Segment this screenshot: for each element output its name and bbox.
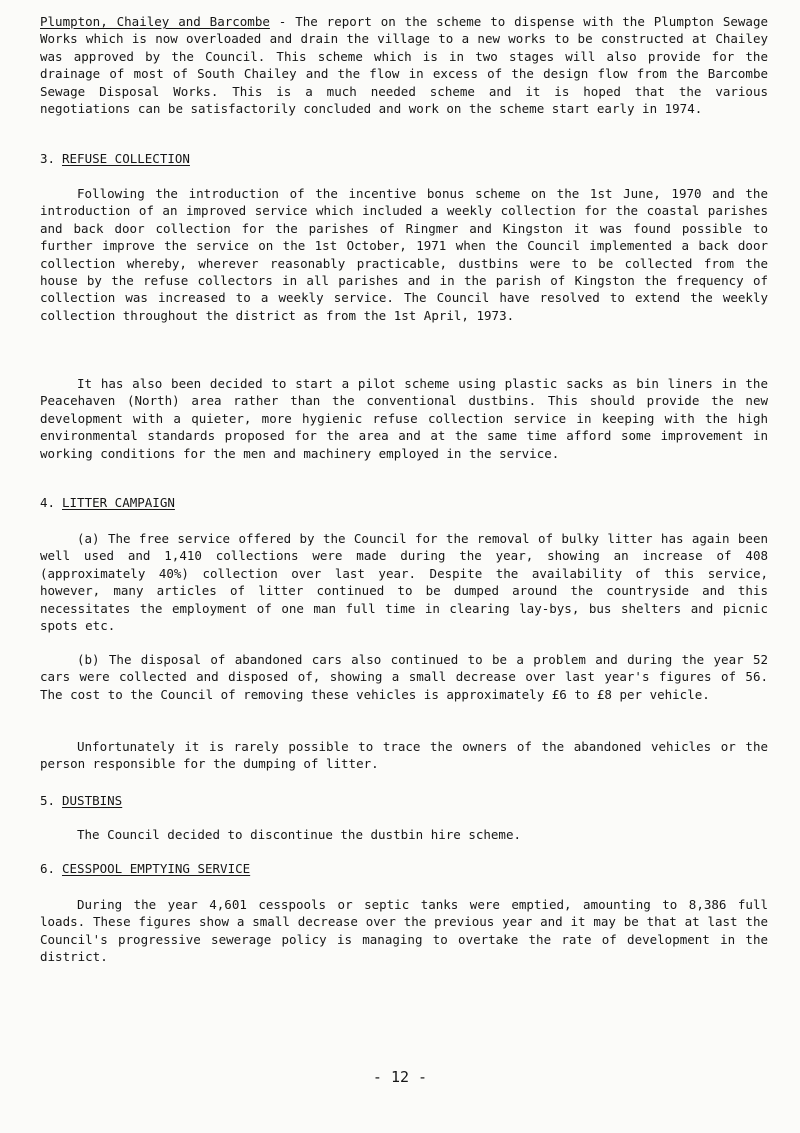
refuse-number: 3.: [40, 151, 56, 166]
refuse-p1-text: Following the introduction of the incentive bonus scheme on the 1st June, 1970 and the introduction of an improved service which included a weekly collection for the coastal parishes and back door collection for the parishes of Ringmer and Kingston it was found possible to further improve the service on the 1st October, 1971 when the Council implemented a back door collection whereby, wherever reasonably practicable, dustbins were to be collected from the house by the refuse collectors in all parishes and in the parish of Kingston the frequency of collection was increased to a weekly service. The Council have resolved to extend the weekly collection throughout the district as from the 1st April, 1973.: [40, 186, 768, 323]
litter-pc-text: Unfortunately it is rarely possible to trace the owners of the abandoned vehicles or the person responsible for the dumping of litter.: [40, 739, 768, 772]
litter-paragraph-a: [40, 530, 768, 634]
plumpton-section: [40, 13, 768, 117]
dustbins-number: 5.: [40, 793, 56, 808]
litter-paragraph-b: [40, 651, 768, 703]
litter-heading: [40, 494, 768, 511]
litter-title: LITTER CAMPAIGN: [62, 495, 175, 510]
refuse-paragraph-1: [40, 185, 768, 324]
cesspool-paragraph: [40, 896, 768, 966]
refuse-paragraph-2: [40, 375, 768, 462]
litter-number: 4.: [40, 495, 56, 510]
litter-pa-text: (a) The free service offered by the Council for the removal of bulky litter has again been well used and 1,410 collections were made during the year, showing an increase of 408 (approximately 40%) collection over last year. Despite the availability of this service, however, many articles of litter continued to be dumped around the countryside and this necessitates the employment of one man full time in clearing lay-bys, bus shelters and picnic spots etc.: [40, 531, 768, 634]
dustbins-paragraph: [40, 826, 768, 843]
refuse-title: REFUSE COLLECTION: [62, 151, 190, 166]
cesspool-heading: [40, 860, 768, 877]
plumpton-text: - The report on the scheme to dispense with the Plumpton Sewage Works which is now overloaded and drain the village to a new works to be constructed at Chailey was approved by the Council. This scheme which is in two stages will also provide for the drainage of most of South Chailey and the flow in excess of the design flow from the Barcombe Sewage Disposal Works. This is a much needed scheme and it is hoped that the various negotiations can be satisfactorily concluded and work on the scheme start early in 1974.: [40, 14, 768, 117]
dustbins-p1-text: The Council decided to discontinue the dustbin hire scheme.: [77, 827, 522, 842]
plumpton-title: Plumpton, Chailey and Barcombe: [40, 14, 270, 29]
dustbins-heading: [40, 792, 768, 809]
page-number: - 12 -: [372, 1068, 428, 1086]
refuse-p2-text: It has also been decided to start a pilot scheme using plastic sacks as bin liners in the Peacehaven (North) area rather than the conventional dustbins. This should provide the new development with a quieter, more hygienic refuse collection service in keeping with the high environmental standards proposed for the area and at the same time afford some improvement in working conditions for the men and machinery employed in the service.: [40, 376, 768, 461]
litter-pb-text: (b) The disposal of abandoned cars also continued to be a problem and during the year 52 cars were collected and disposed of, showing a small decrease over last year's figures of 56. The cost to the Council of removing these vehicles is approximately £6 to £8 per vehicle.: [40, 652, 768, 702]
cesspool-title: CESSPOOL EMPTYING SERVICE: [62, 861, 251, 876]
refuse-heading: [40, 150, 768, 167]
cesspool-number: 6.: [40, 861, 56, 876]
plumpton-paragraph: [40, 13, 768, 117]
cesspool-p1-text: During the year 4,601 cesspools or septic tanks were emptied, amounting to 8,386 full loads. These figures show a small decrease over the previous year and it may be that at last the Council's progressive sewerage policy is managing to overtake the rate of development in the district.: [40, 897, 768, 965]
litter-paragraph-c: [40, 738, 768, 773]
dustbins-title: DUSTBINS: [62, 793, 123, 808]
